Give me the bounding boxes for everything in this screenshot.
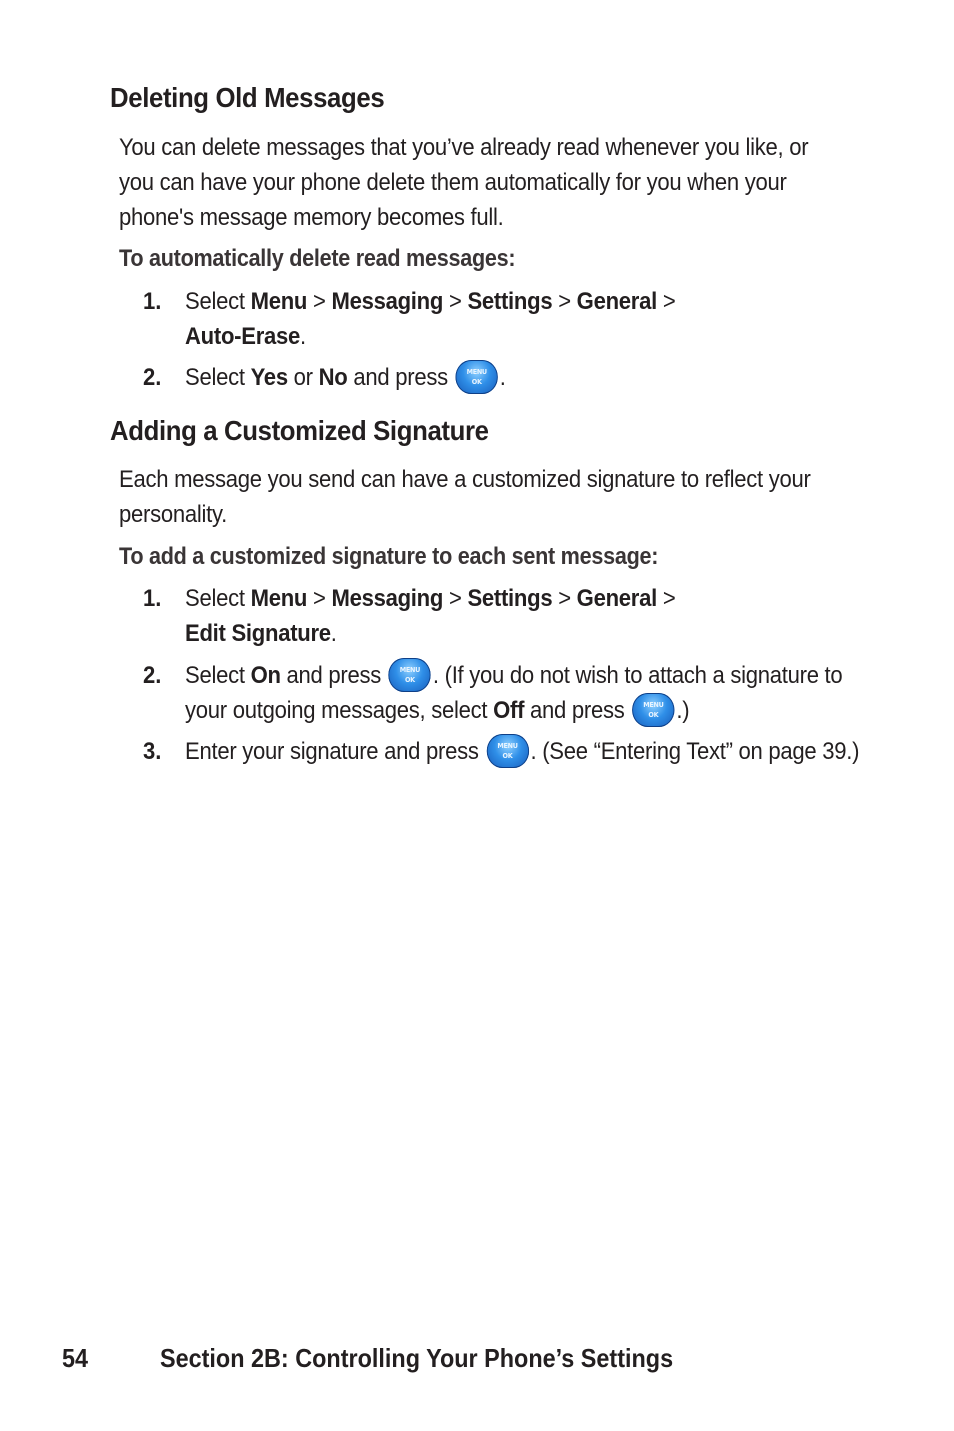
menu-ok-key-icon: MENU OK bbox=[456, 360, 498, 394]
step-number: 1. bbox=[143, 288, 162, 315]
step-text: Select On and press MENU OK . (If you do not wish to attach a signature to your outgoing messages, select Off and press MENU OK .) bbox=[185, 658, 866, 728]
step-text: Select Menu > Messaging > Settings > General > Auto-Erase. bbox=[185, 288, 676, 350]
step-number: 2. bbox=[143, 364, 162, 391]
heading-adding-signature: Adding a Customized Signature bbox=[110, 415, 489, 446]
step-text: Select Menu > Messaging > Settings > General > Edit Signature. bbox=[185, 585, 676, 647]
step-text: Select Yes or No and press MENU OK . bbox=[185, 360, 866, 395]
menu-ok-key-icon: MENU OK bbox=[632, 693, 674, 727]
step-number: 2. bbox=[143, 662, 162, 689]
menu-ok-key-icon: MENU OK bbox=[389, 658, 431, 692]
lead-add-signature: To add a customized signature to each sent message: bbox=[119, 543, 659, 570]
page-number: 54 bbox=[62, 1343, 89, 1373]
menu-ok-key-icon: MENU OK bbox=[486, 734, 528, 768]
paragraph-signature-intro: Each message you send can have a customized signature to reflect your personality. bbox=[119, 466, 811, 528]
step-number: 3. bbox=[143, 738, 162, 765]
step-text: Enter your signature and press MENU OK . (See “Entering Text” on page 39.) bbox=[185, 734, 866, 769]
footer-section-title: Section 2B: Controlling Your Phone’s Settings bbox=[160, 1343, 674, 1373]
step-number: 1. bbox=[143, 585, 162, 612]
lead-auto-delete: To automatically delete read messages: bbox=[119, 245, 516, 272]
heading-deleting-old-messages: Deleting Old Messages bbox=[110, 82, 385, 113]
paragraph-delete-intro: You can delete messages that you’ve already read whenever you like, or you can have your phone delete them automatically for you when your phone's message memory becomes full. bbox=[119, 134, 809, 231]
